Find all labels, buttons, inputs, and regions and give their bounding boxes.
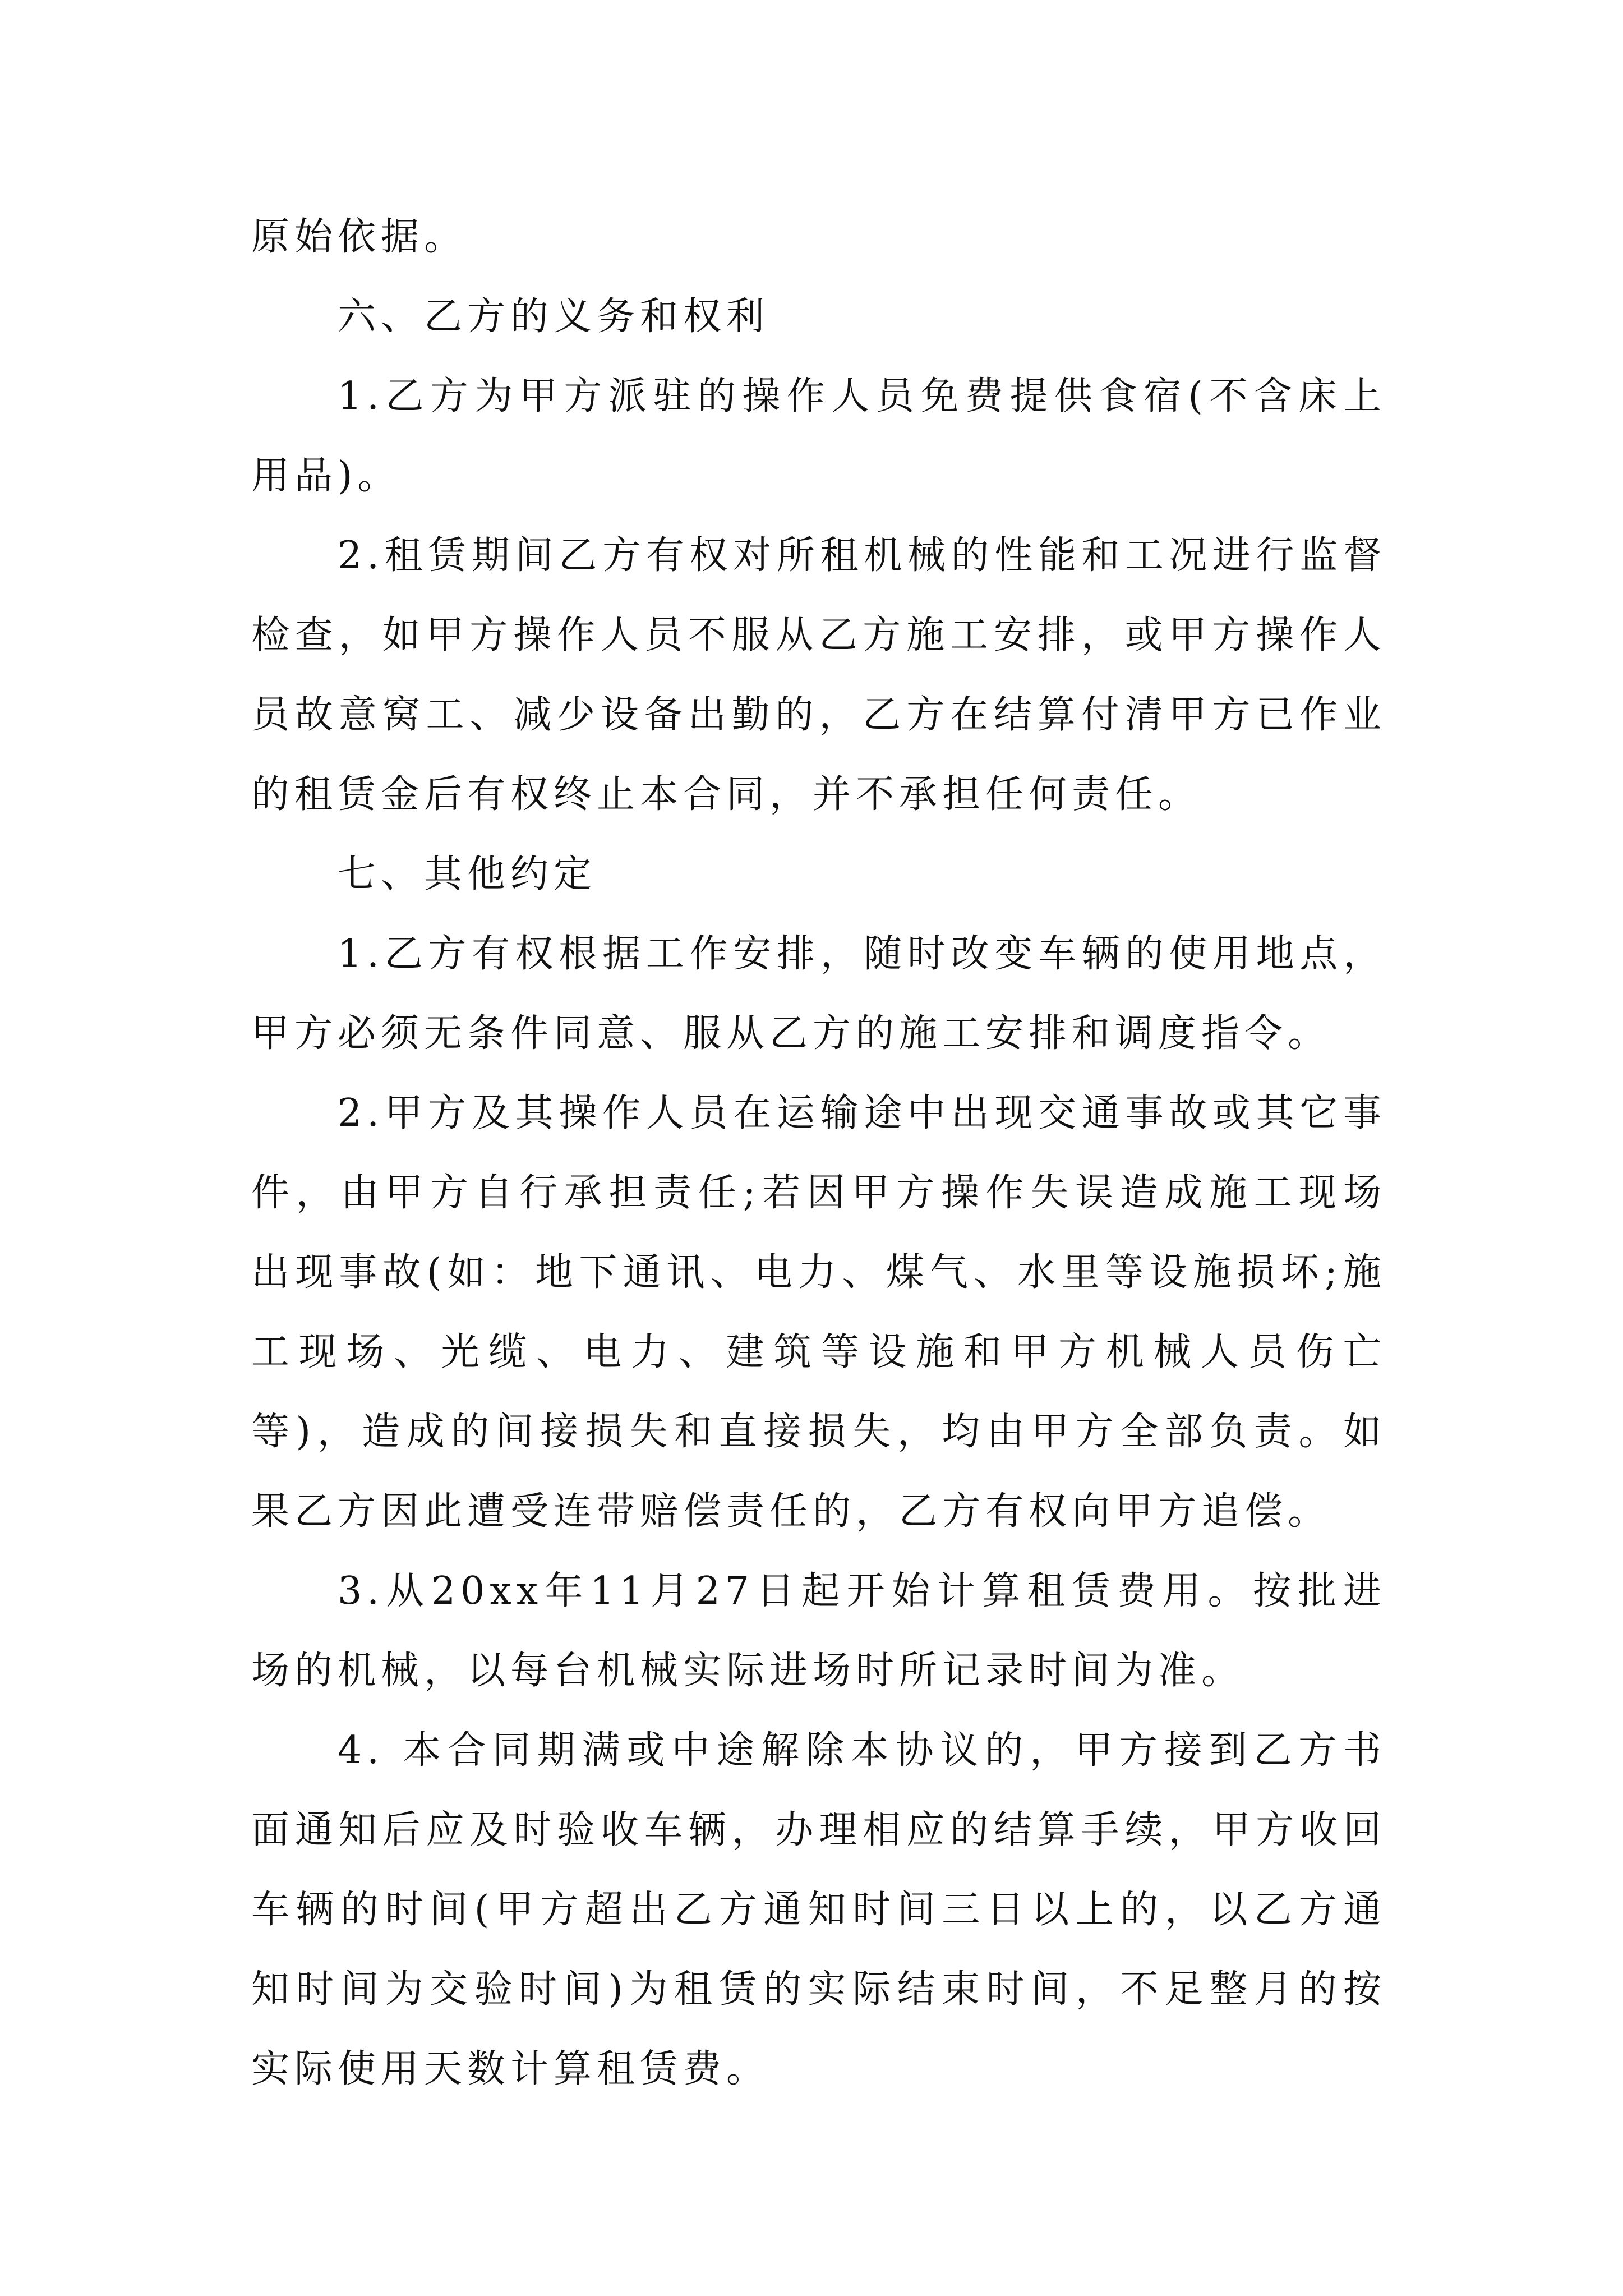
clause-6-1: 1.乙方为甲方派驻的操作人员免费提供食宿(不含床上用品)。 — [251, 374, 1386, 498]
document-body — [251, 197, 1386, 2109]
paragraph-continuation: 原始依据。 — [251, 215, 468, 259]
clause-7-3: 3.从20xx年11月27日起开始计算租赁费用。按批进场的机械，以每台机械实际进场时所记录时间为准。 — [251, 1569, 1386, 1693]
section-heading-six: 六、乙方的义务和权利 — [338, 295, 770, 339]
clause-7-4: 4. 本合同期满或中途解除本协议的，甲方接到乙方书面通知后应及时验收车辆，办理相应的结算手续，甲方收回车辆的时间(甲方超出乙方通知时间三日以上的，以乙方通知时间为交验时间)为租赁的实际结束时间，不足整月的按实际使用天数计算租赁费。 — [251, 1728, 1386, 2091]
clause-7-2: 2.甲方及其操作人员在运输途中出现交通事故或其它事件，由甲方自行承担责任;若因甲方操作失误造成施工现场出现事故(如：地下通讯、电力、煤气、水里等设施损坏;施工现场、光缆、电力、建筑等设施和甲方机械人员伤亡等)，造成的间接损失和直接损失，均由甲方全部负责。如果乙方因此遭受连带赔偿责任的，乙方有权向甲方追偿。 — [251, 1091, 1386, 1534]
clause-6-2: 2.租赁期间乙方有权对所租机械的性能和工况进行监督检查，如甲方操作人员不服从乙方施工安排，或甲方操作人员故意窝工、减少设备出勤的，乙方在结算付清甲方已作业的租赁金后有权终止本合同，并不承担任何责任。 — [251, 533, 1386, 817]
clause-7-1: 1.乙方有权根据工作安排，随时改变车辆的使用地点，甲方必须无条件同意、服从乙方的施工安排和调度指令。 — [251, 932, 1386, 1056]
section-heading-seven: 七、其他约定 — [338, 852, 597, 896]
